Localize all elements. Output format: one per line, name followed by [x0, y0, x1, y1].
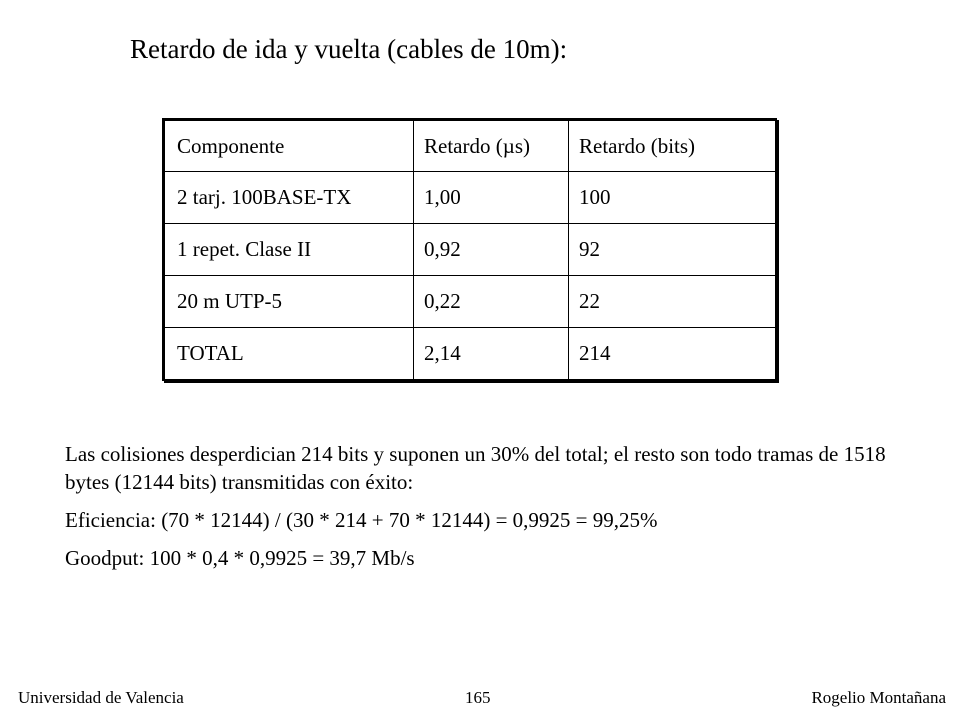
- table-cell-delay-bits: 22: [569, 276, 776, 328]
- table-cell-delay-us: 0,92: [414, 224, 569, 276]
- slide-title: Retardo de ida y vuelta (cables de 10m):: [130, 34, 568, 64]
- table-cell-delay-bits: 214: [569, 328, 776, 380]
- table-cell-component: 20 m UTP-5: [164, 276, 414, 328]
- body-text: [65, 440, 915, 582]
- table-row: [164, 224, 776, 276]
- table-cell-component: TOTAL: [164, 328, 414, 380]
- footer-institution: Universidad de Valencia: [18, 688, 184, 707]
- table-row: [164, 276, 776, 328]
- table-cell-component: 2 tarj. 100BASE-TX: [164, 172, 414, 224]
- table-header-cell: Componente: [164, 120, 414, 172]
- table-cell-delay-bits: 92: [569, 224, 776, 276]
- table-cell-delay-bits: 100: [569, 172, 776, 224]
- efficiency-formula: Eficiencia: (70 * 12144) / (30 * 214 + 70 * 12144) = 0,9925 = 99,25%: [65, 508, 658, 532]
- goodput-formula: Goodput: 100 * 0,4 * 0,9925 = 39,7 Mb/s: [65, 546, 415, 570]
- table-row-total: [164, 328, 776, 380]
- table-cell-component: 1 repet. Clase II: [164, 224, 414, 276]
- table-cell-delay-us: 0,22: [414, 276, 569, 328]
- table-header-cell: Retardo (bits): [569, 120, 776, 172]
- table-cell-delay-us: 2,14: [414, 328, 569, 380]
- footer-author: Rogelio Montañana: [811, 688, 946, 707]
- footer-page-number: 165: [465, 688, 491, 707]
- table-header-row: [164, 120, 776, 172]
- table-cell-delay-us: 1,00: [414, 172, 569, 224]
- collision-paragraph: Las colisiones desperdician 214 bits y suponen un 30% del total; el resto son todo tramas de 1518 bytes (12144 bits) transmitidas con éxito:: [65, 442, 886, 494]
- table-header-cell: Retardo (µs): [414, 120, 569, 172]
- table-row: [164, 172, 776, 224]
- delay-table: [162, 118, 777, 381]
